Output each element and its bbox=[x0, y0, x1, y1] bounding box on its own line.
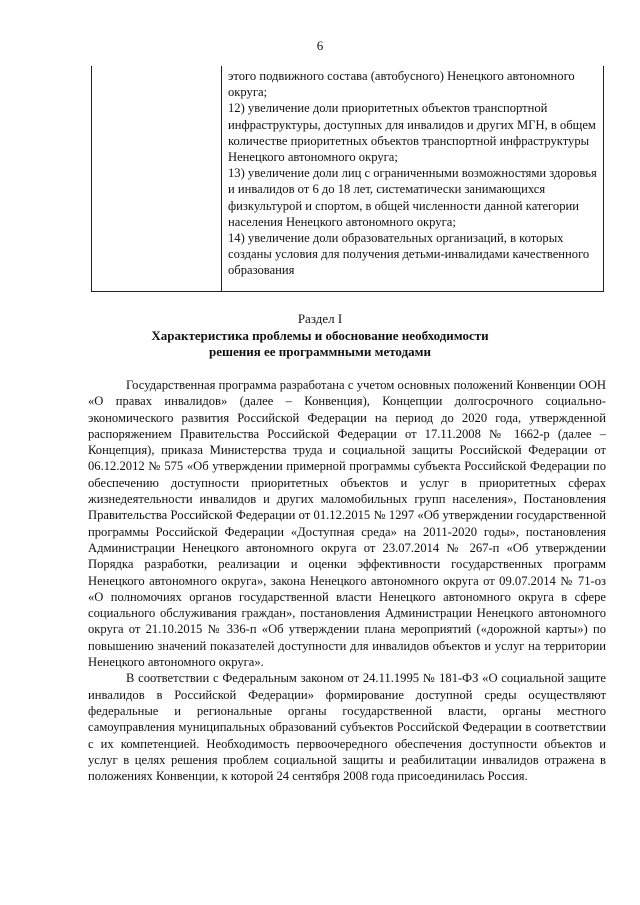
table-line: 12) увеличение доли приоритетных объектов транспортной инфраструктуры, доступных для инвалидов и других МГН, в общем количестве приоритетных объектов транспортной инфраструктуры Ненецкого автономного округа; bbox=[228, 101, 596, 165]
section-heading: Характеристика проблемы и обоснование необходимости решения ее программными методами bbox=[151, 328, 489, 359]
page-number: 6 bbox=[316, 38, 324, 53]
section-label: Раздел I bbox=[297, 311, 343, 326]
table-column-divider bbox=[221, 66, 222, 291]
body-text bbox=[88, 377, 606, 784]
table-line: этого подвижного состава (автобусного) Ненецкого автономного округа; bbox=[228, 69, 575, 100]
paragraph: Государственная программа разработана с учетом основных положений Конвенции ООН «О правах инвалидов» (далее – Конвенция), Концепции долгосрочного социально-экономического развития Российской Федерации на период до 2020 года, утвержденной распоряжением Правительства Российской Федерации от 17.11.2008 № 1662-р (далее – Концепция), приказа Министерства труда и социальной защиты Российской Федерации от 06.12.2012 № 575 «Об утверждении примерной программы субъекта Российской Федерации по обеспечению доступности приоритетных объектов и услуг в приоритетных сферах жизнедеятельности инвалидов и других маломобильных групп населения», Постановления Правительства Российской Федерации от 01.12.2015 № 1297 «Об утверждении государственной программы Российской Федерации «Доступная среда» на 2011-2020 годы», постановления Администрации Ненецкого автономного округа от 23.07.2014 № 267-п «Об утверждении Порядка разработки, реализации и оценки эффективности государственных программ Ненецкого автономного округа», закона Ненецкого автономного округа от 09.07.2014 № 71-оз «О полномочиях органов государственной власти Ненецкого автономного округа в сфере социального обслуживания граждан», постановления Администрации Ненецкого автономного округа от 21.10.2015 № 336-п «Об утверждении плана мероприятий («дорожной карты») по повышению значений показателей доступности для инвалидов объектов и услуг на территории Ненецкого автономного округа». bbox=[88, 378, 606, 670]
continuation-table bbox=[91, 66, 604, 292]
table-cell-indicators bbox=[228, 68, 602, 279]
table-line: 13) увеличение доли лиц с ограниченными возможностями здоровья и инвалидов от 6 до 18 лет, систематически занимающихся физкультурой и спортом, в общей численности данной категории населения Ненецкого автономного округа; bbox=[228, 166, 597, 229]
table-line: 14) увеличение доли образовательных организаций, в которых созданы условия для получения детьми-инвалидами качественного образования bbox=[228, 231, 590, 278]
paragraph: В соответствии с Федеральным законом от 24.11.1995 № 181-ФЗ «О социальной защите инвалидов в Российской Федерации» формирование доступной среды осуществляют федеральные и региональные органы государственной власти, органы местного самоуправления муниципальных образований субъектов Российской Федерации в соответствии с их компетенцией. Необходимость первоочередного обеспечения доступности объектов и услуг в целях решения проблем социальной защиты и реабилитации инвалидов отражена в положениях Конвенции, к которой 24 сентября 2008 года присоединилась Россия. bbox=[88, 671, 606, 784]
